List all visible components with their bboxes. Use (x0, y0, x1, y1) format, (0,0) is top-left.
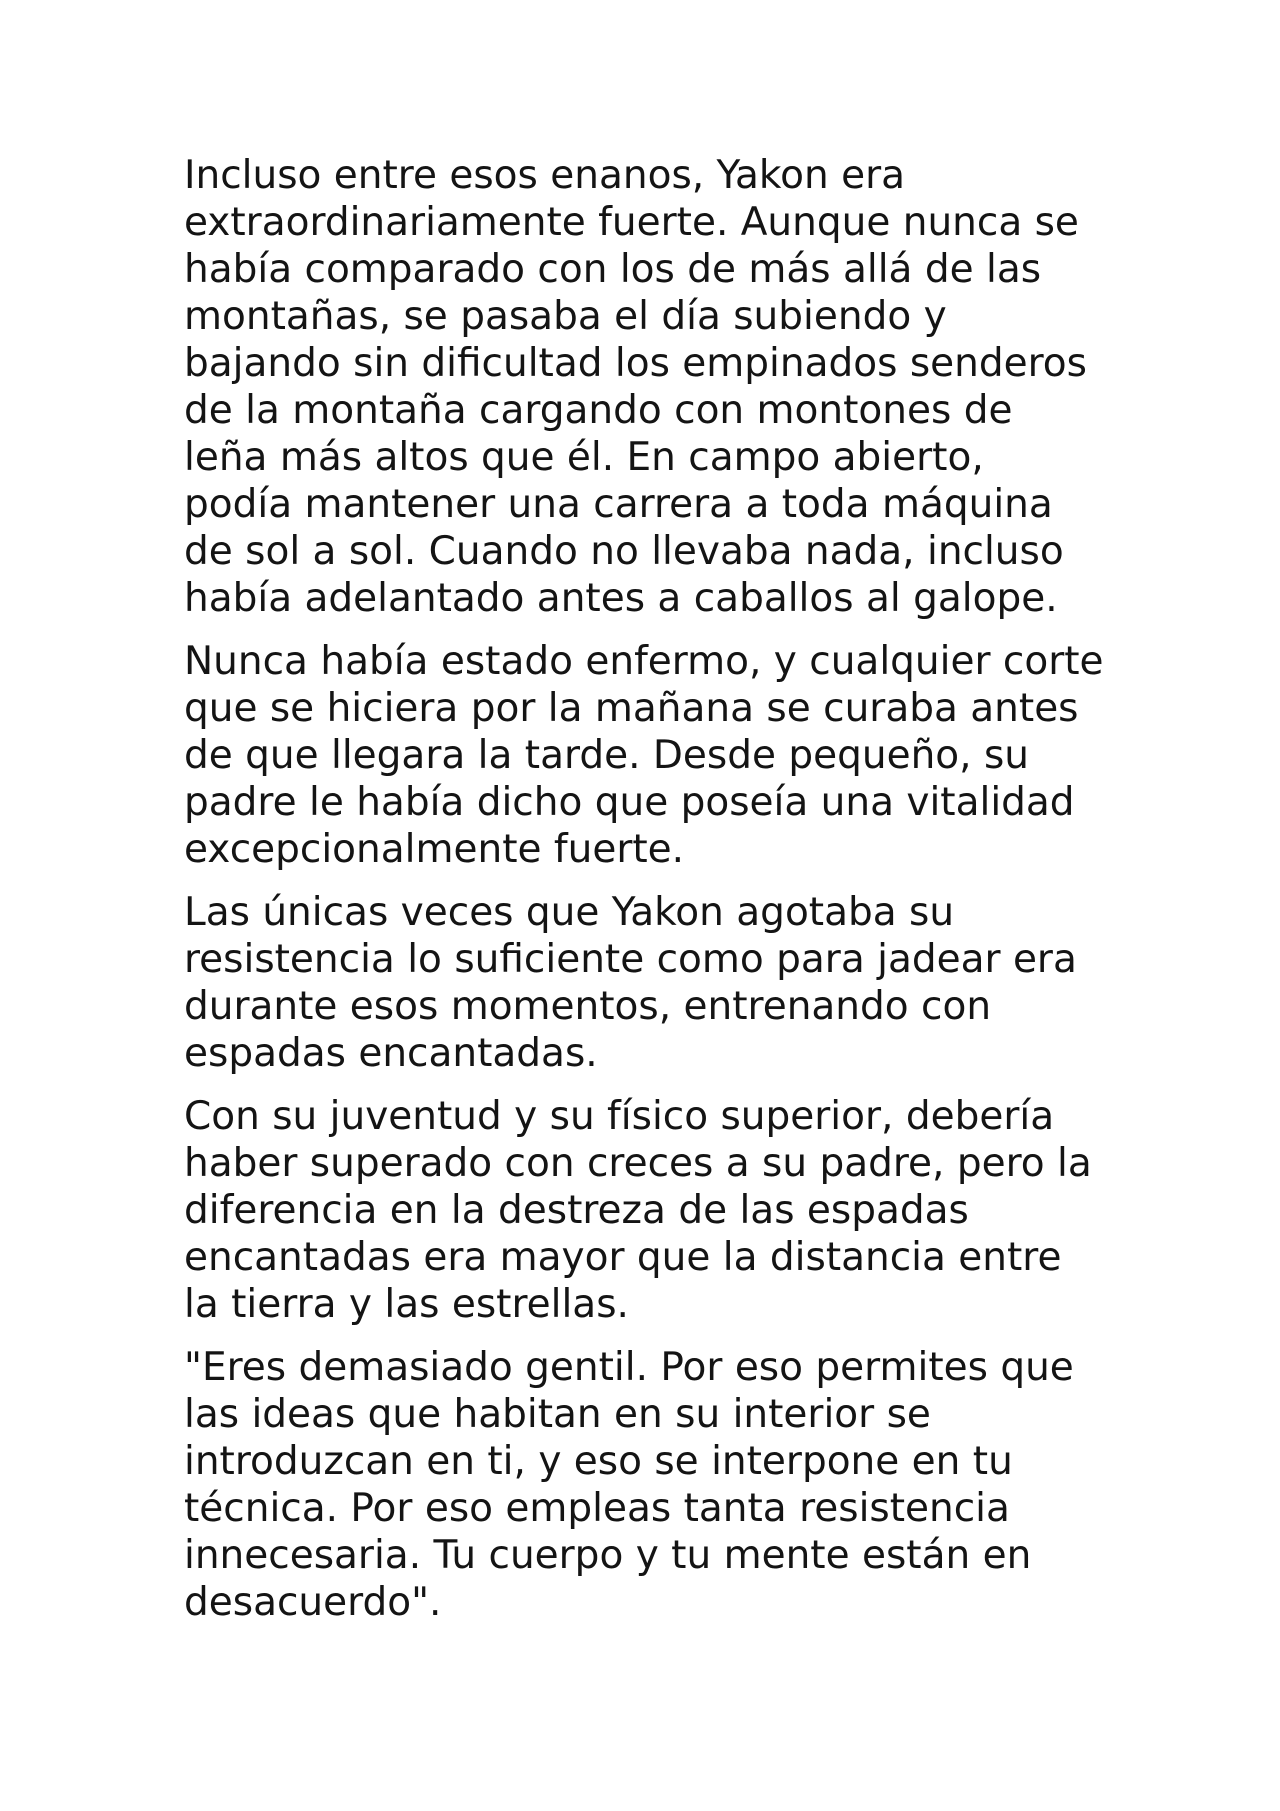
text-line: las ideas que habitan en su interior se (184, 1392, 931, 1437)
text-line: Con su juventud y su físico superior, debería (184, 1094, 1055, 1139)
text-line: leña más altos que él. En campo abierto, (184, 435, 984, 480)
text-line: había comparado con los de más allá de las (184, 247, 1042, 292)
paragraph-1 (184, 152, 1124, 622)
text-line: durante esos momentos, entrenando con (184, 984, 992, 1029)
paragraph-3 (184, 889, 1124, 1077)
text-line: de sol a sol. Cuando no llevaba nada, incluso (184, 529, 1064, 574)
text-line: encantadas era mayor que la distancia entre (184, 1235, 1062, 1280)
text-line: padre le había dicho que poseía una vitalidad (184, 780, 1075, 825)
text-line: que se hiciera por la mañana se curaba antes (184, 686, 1079, 731)
text-line: podía mantener una carrera a toda máquina (184, 482, 1053, 527)
text-line: excepcionalmente fuerte. (184, 827, 685, 872)
text-line: montañas, se pasaba el día subiendo y (184, 294, 947, 339)
text-line: bajando sin dificultad los empinados senderos (184, 341, 1087, 386)
text-line: Nunca había estado enfermo, y cualquier corte (184, 639, 1104, 684)
text-line: técnica. Por eso empleas tanta resistencia (184, 1486, 1010, 1531)
text-line: espadas encantadas. (184, 1031, 598, 1076)
text-body (184, 152, 1124, 1642)
text-line: desacuerdo". (184, 1580, 442, 1625)
text-line: Las únicas veces que Yakon agotaba su (184, 890, 955, 935)
text-line: extraordinariamente fuerte. Aunque nunca se (184, 200, 1079, 245)
paragraph-4 (184, 1093, 1124, 1328)
paragraph-5 (184, 1344, 1124, 1626)
text-line: la tierra y las estrellas. (184, 1282, 629, 1327)
text-line: haber superado con creces a su padre, pero la (184, 1141, 1092, 1186)
text-line: introduzcan en ti, y eso se interpone en tu (184, 1439, 1013, 1484)
text-line: de la montaña cargando con montones de (184, 388, 1013, 433)
text-line: había adelantado antes a caballos al galope. (184, 576, 1058, 621)
text-line: resistencia lo suficiente como para jadear era (184, 937, 1077, 982)
text-line: Incluso entre esos enanos, Yakon era (184, 153, 906, 198)
paragraph-2 (184, 638, 1124, 873)
text-line: "Eres demasiado gentil. Por eso permites que (184, 1345, 1074, 1390)
text-line: innecesaria. Tu cuerpo y tu mente están en (184, 1533, 1032, 1578)
text-line: de que llegara la tarde. Desde pequeño, su (184, 733, 1029, 778)
text-line: diferencia en la destreza de las espadas (184, 1188, 969, 1233)
